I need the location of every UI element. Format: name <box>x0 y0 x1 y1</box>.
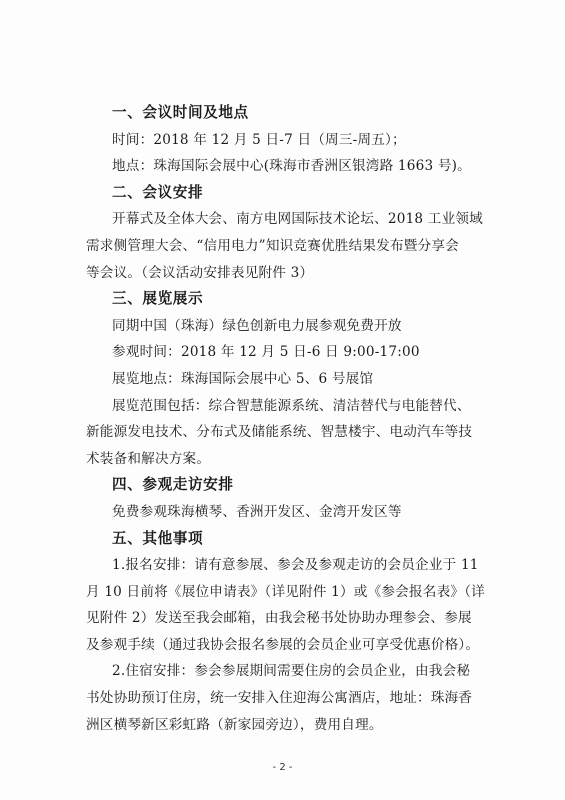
paragraph-line: 时间：2018 年 12 月 5 日-7 日（周三-周五）； <box>112 131 406 148</box>
section-heading-time-location: 一、会议时间及地点 <box>112 104 249 121</box>
paragraph-line: 2.住宿安排：参会参展期间需要住房的会员企业，由我会秘 <box>112 663 471 680</box>
section-heading-meeting-arrangement: 二、会议安排 <box>112 183 204 201</box>
paragraph-line: 同期中国（珠海）绿色创新电力展参观免费开放 <box>112 317 402 334</box>
paragraph-line: 及参观手续（通过我协会报名参展的会员企业可享受优惠价格）。 <box>86 636 480 653</box>
paragraph-line: 等会议。（会议活动安排表见附件 3） <box>86 264 314 281</box>
paragraph-line: 术装备和解决方案。 <box>86 450 211 467</box>
page-number: - 2 - <box>272 762 293 773</box>
paragraph-line: 见附件 2）发送至我会邮箱，由我会秘书处协助办理参会、参展 <box>86 610 472 627</box>
paragraph-line: 新能源发电技术、分布式及储能系统、智慧楼宇、电动汽车等技 <box>86 424 473 441</box>
paragraph-line: 展览范围包括：综合智慧能源系统、清洁替代与电能替代、 <box>112 397 471 414</box>
paragraph-line: 免费参观珠海横琴、香洲开发区、金湾开发区等 <box>112 503 402 520</box>
section-heading-other-matters: 五、其他事项 <box>112 529 204 547</box>
paragraph-line: 1.报名安排：请有意参展、参会及参观走访的会员企业于 11 <box>112 557 479 574</box>
paragraph-line: 开幕式及全体大会、南方电网国际技术论坛、2018 工业领域 <box>112 211 483 228</box>
section-heading-visits: 四、参观走访安排 <box>112 476 234 494</box>
paragraph-line: 展览地点：珠海国际会展中心 5、6 号展馆 <box>112 370 374 387</box>
paragraph-line: 需求侧管理大会、“信用电力”知识竞赛优胜结果发布暨分享会 <box>86 237 459 254</box>
document-body <box>86 100 506 738</box>
paragraph-line: 洲区横琴新区彩虹路（新家园旁边），费用自理。 <box>86 716 383 733</box>
paragraph-line: 月 10 日前将《展位申请表》（详见附件 1）或《参会报名表》（详 <box>86 583 485 600</box>
paragraph-line: 地点：珠海国际会展中心(珠海市香洲区银湾路 1663 号)。 <box>112 158 471 175</box>
section-heading-exhibition: 三、展览展示 <box>112 290 204 308</box>
paragraph-line: 参观时间：2018 年 12 月 5 日-6 日 9:00-17:00 <box>112 344 420 361</box>
paragraph-line: 书处协助预订住房，统一安排入住迎海公寓酒店，地址：珠海香 <box>86 690 473 707</box>
